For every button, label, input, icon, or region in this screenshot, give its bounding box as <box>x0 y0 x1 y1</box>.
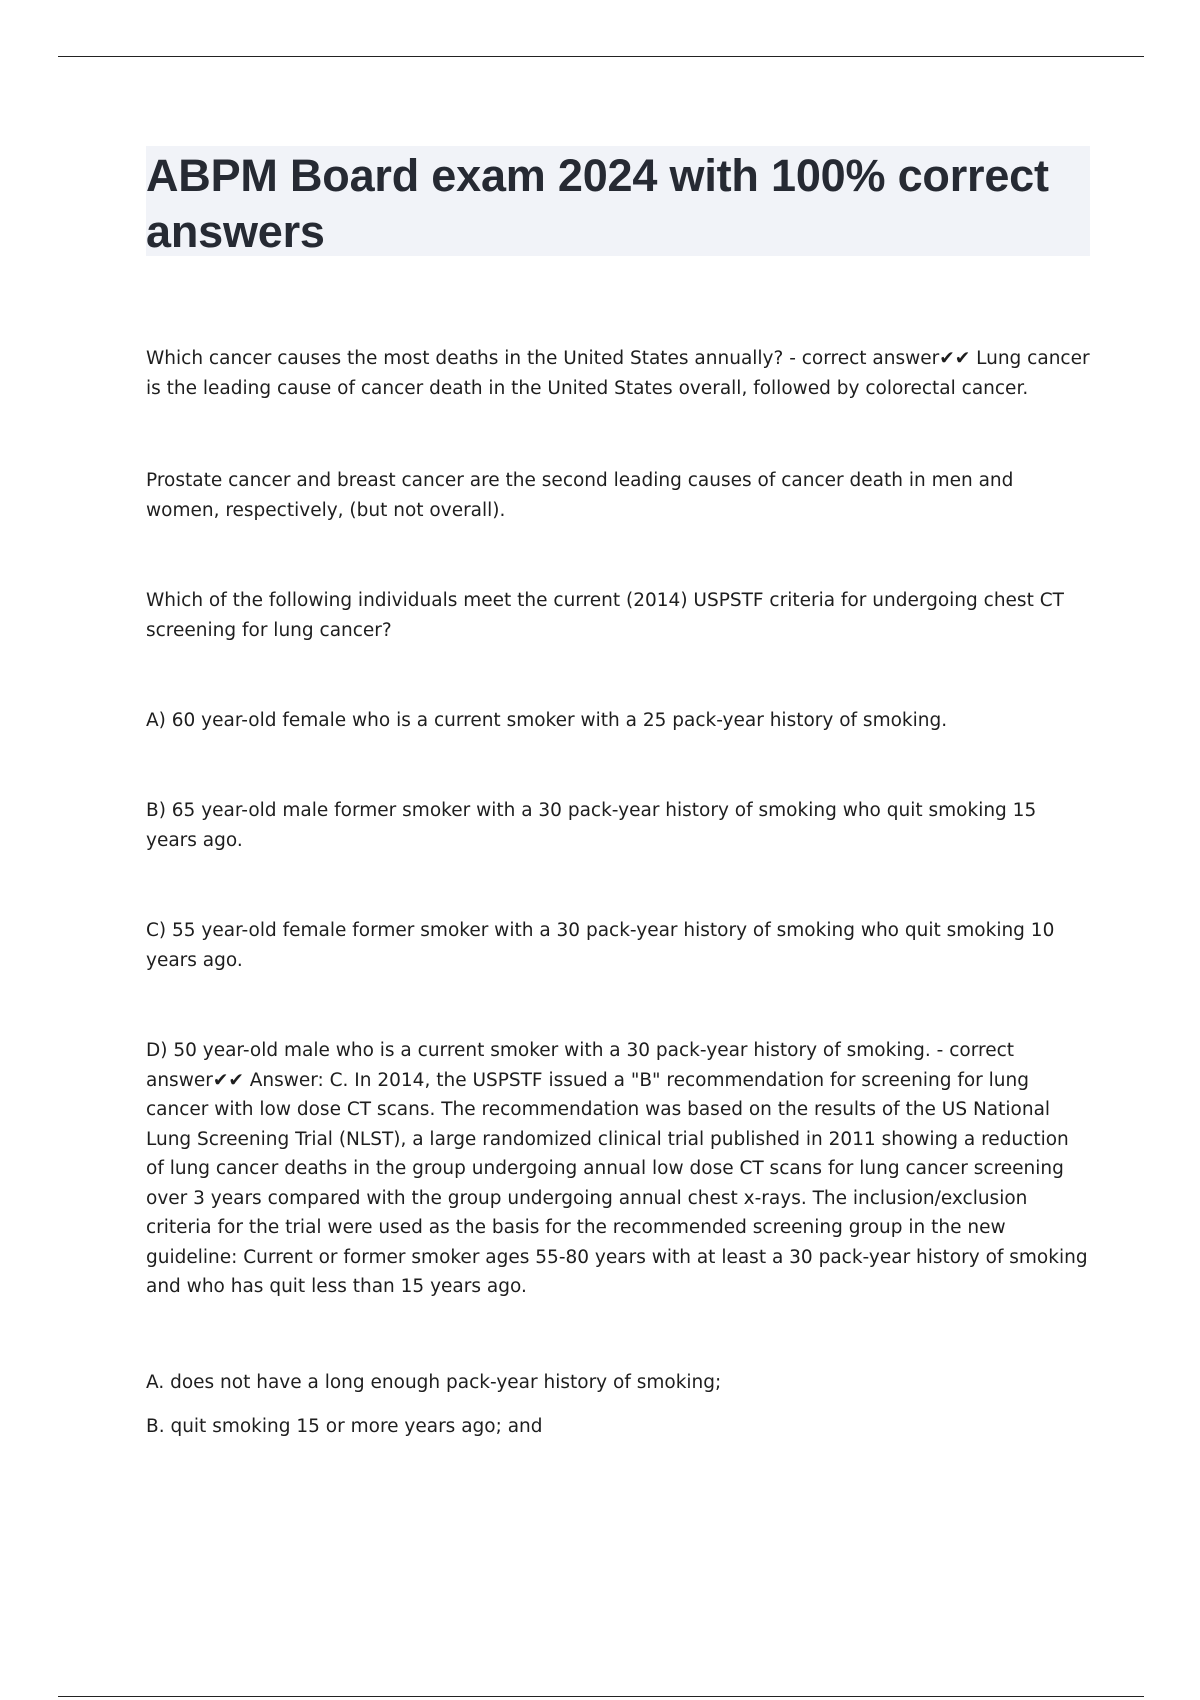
explanation-b: B. quit smoking 15 or more years ago; and <box>146 1416 543 1437</box>
paragraph-q1-note: Prostate cancer and breast cancer are the second leading causes of cancer death in men and women, respectively, (but not overall). <box>146 470 1014 521</box>
paragraph-q2: Which of the following individuals meet the current (2014) USPSTF criteria for undergoing chest CT screening for lung cancer? <box>146 590 1064 641</box>
option-c: C) 55 year-old female former smoker with a 30 pack-year history of smoking who quit smoking 10 years ago. <box>146 920 1055 971</box>
bottom-rule <box>58 1696 1144 1697</box>
title-banner <box>146 146 1090 256</box>
paragraph-q1: Which cancer causes the most deaths in the United States annually? - correct answer✔✔ Lung cancer is the leading cause of cancer death in the United States overall, followed by colorectal cancer. <box>146 348 1090 399</box>
top-rule <box>58 56 1144 57</box>
document-title: ABPM Board exam 2024 with 100% correct answers <box>146 150 1049 257</box>
option-d-answer: D) 50 year-old male who is a current smoker with a 30 pack-year history of smoking. - correct answer✔✔ Answer: C. In 2014, the USPSTF issued a "B" recommendation for screening for lung cancer with low dose CT scans. The recommendation was based on the results of the US National Lung Screening Trial (NLST), a large randomized clinical trial published in 2011 showing a reduction of lung cancer deaths in the group undergoing annual low dose CT scans for lung cancer screening over 3 years compared with the group undergoing annual chest x-rays. The inclusion/exclusion criteria for the trial were used as the basis for the recommended screening group in the new guideline: Current or former smoker ages 55-80 years with at least a 30 pack-year history of smoking and who has quit less than 15 years ago. <box>146 1040 1088 1297</box>
option-a: A) 60 year-old female who is a current smoker with a 25 pack-year history of smoking. <box>146 710 948 731</box>
explanation-a: A. does not have a long enough pack-year history of smoking; <box>146 1372 722 1393</box>
option-b: B) 65 year-old male former smoker with a 30 pack-year history of smoking who quit smoking 15 years ago. <box>146 800 1037 851</box>
